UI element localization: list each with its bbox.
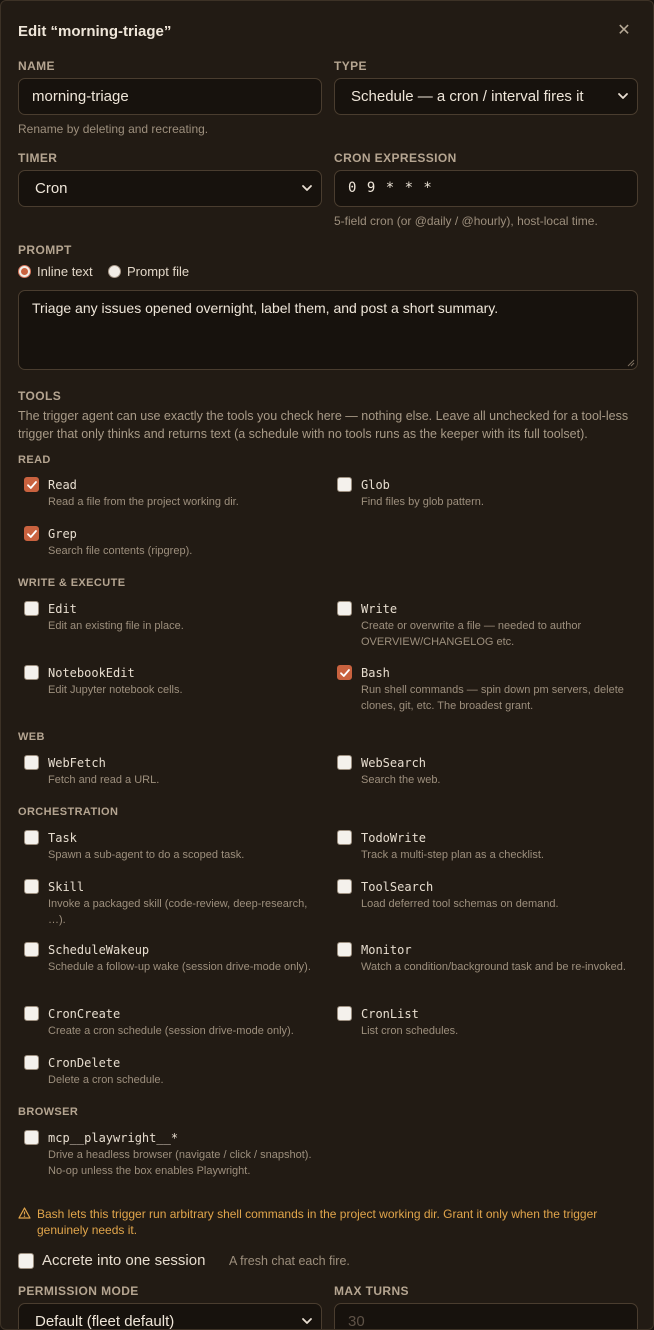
tool-description-schedulewakeup: Schedule a follow-up wake (session drive-mode only). bbox=[48, 961, 311, 973]
prompt-file-radio[interactable] bbox=[108, 265, 121, 278]
inline-text-radio-label[interactable]: Inline text bbox=[37, 264, 93, 279]
checkmark-icon bbox=[339, 667, 351, 679]
tool-checkbox-crondelete[interactable] bbox=[24, 1055, 39, 1070]
prompt-text: Triage any issues opened overnight, label them, and post a short summary. bbox=[32, 300, 499, 316]
timer-label: TIMER bbox=[18, 151, 58, 165]
timer-select-value: Cron bbox=[35, 180, 68, 197]
cron-expression-input[interactable] bbox=[334, 170, 638, 207]
warning-triangle-icon bbox=[18, 1207, 31, 1219]
tool-description-task: Spawn a sub-agent to do a scoped task. bbox=[48, 849, 245, 861]
tool-checkbox-schedulewakeup[interactable] bbox=[24, 942, 39, 957]
tool-checkbox-write[interactable] bbox=[337, 601, 352, 616]
warning-text: Bash lets this trigger run arbitrary shell commands in the project working dir. Grant it only when the trigger genuinely needs it. bbox=[37, 1207, 598, 1237]
accrete-hint: A fresh chat each fire. bbox=[229, 1254, 350, 1268]
tool-name-write[interactable]: Write bbox=[361, 602, 398, 616]
tool-name-task[interactable]: Task bbox=[48, 831, 77, 845]
tool-description-write: Create or overwrite a file — needed to author OVERVIEW/CHANGELOG etc. bbox=[361, 620, 582, 648]
category-read: READ bbox=[18, 454, 51, 466]
tool-description-bash: Run shell commands — spin down pm servers, delete clones, git, etc. The broadest grant. bbox=[361, 684, 624, 712]
tool-checkbox-todowrite[interactable] bbox=[337, 830, 352, 845]
checkmark-icon bbox=[26, 479, 38, 491]
name-hint: Rename by deleting and recreating. bbox=[18, 122, 209, 136]
tool-name-glob[interactable]: Glob bbox=[361, 478, 390, 492]
permission-mode-select[interactable] bbox=[18, 1303, 322, 1330]
chevron-down-icon bbox=[301, 1304, 313, 1330]
tool-name-read[interactable]: Read bbox=[48, 478, 77, 492]
cron-label: CRON EXPRESSION bbox=[334, 151, 457, 165]
checkmark-icon bbox=[26, 528, 38, 540]
tool-name-croncreate[interactable]: CronCreate bbox=[48, 1007, 121, 1021]
tool-description-glob: Find files by glob pattern. bbox=[361, 496, 484, 508]
resize-handle-icon[interactable] bbox=[627, 359, 635, 367]
tool-name-webfetch[interactable]: WebFetch bbox=[48, 756, 106, 770]
tool-name-skill[interactable]: Skill bbox=[48, 880, 85, 894]
chevron-down-icon bbox=[301, 171, 313, 206]
inline-text-radio[interactable] bbox=[18, 265, 31, 278]
tool-checkbox-cronlist[interactable] bbox=[337, 1006, 352, 1021]
max-turns-placeholder: 30 bbox=[348, 1313, 365, 1330]
timer-select[interactable] bbox=[18, 170, 322, 207]
dialog-title: Edit “morning-triage” bbox=[18, 23, 172, 40]
tool-description-todowrite: Track a multi-step plan as a checklist. bbox=[361, 849, 544, 861]
tool-name-monitor[interactable]: Monitor bbox=[361, 943, 412, 957]
permission-mode-label: PERMISSION MODE bbox=[18, 1284, 139, 1298]
type-label: TYPE bbox=[334, 59, 367, 73]
tool-description-cronlist: List cron schedules. bbox=[361, 1025, 459, 1037]
tool-checkbox-croncreate[interactable] bbox=[24, 1006, 39, 1021]
tool-checkbox-grep[interactable] bbox=[24, 526, 39, 541]
tools-label: TOOLS bbox=[18, 389, 62, 403]
tool-description-crondelete: Delete a cron schedule. bbox=[48, 1074, 164, 1086]
tool-checkbox-notebookedit[interactable] bbox=[24, 665, 39, 680]
tool-name-mcp-playwright[interactable]: mcp__playwright__* bbox=[48, 1131, 179, 1145]
close-icon[interactable]: ✕ bbox=[617, 22, 631, 39]
tool-checkbox-monitor[interactable] bbox=[337, 942, 352, 957]
tool-checkbox-read[interactable] bbox=[24, 477, 39, 492]
tool-description-mcp-playwright: Drive a headless browser (navigate / click / snapshot). No-op unless the box enables Playwright. bbox=[48, 1149, 312, 1177]
category-orchestration: ORCHESTRATION bbox=[18, 806, 119, 818]
chevron-down-icon bbox=[617, 79, 629, 114]
tool-name-todowrite[interactable]: TodoWrite bbox=[361, 831, 427, 845]
tool-checkbox-mcp-playwright[interactable] bbox=[24, 1130, 39, 1145]
accrete-label[interactable]: Accrete into one session bbox=[42, 1252, 206, 1269]
cron-hint: 5-field cron (or @daily / @hourly), host-local time. bbox=[334, 214, 598, 228]
permission-mode-value: Default (fleet default) bbox=[35, 1313, 175, 1330]
tool-description-monitor: Watch a condition/background task and be re-invoked. bbox=[361, 961, 626, 973]
tool-checkbox-bash[interactable] bbox=[337, 665, 352, 680]
tool-description-grep: Search file contents (ripgrep). bbox=[48, 545, 193, 557]
tool-name-schedulewakeup[interactable]: ScheduleWakeup bbox=[48, 943, 150, 957]
prompt-file-radio-label[interactable]: Prompt file bbox=[127, 264, 190, 279]
cron-expression-value: 0 9 * * * bbox=[348, 180, 433, 196]
type-select-value: Schedule — a cron / interval fires it bbox=[351, 88, 584, 105]
tools-description: The trigger agent can use exactly the tools you check here — nothing else. Leave all unchecked for a tool-less trigger that only thinks and returns text (a schedule with no tools runs as the keeper with its full toolset). bbox=[18, 409, 629, 441]
tool-name-cronlist[interactable]: CronList bbox=[361, 1007, 419, 1021]
max-turns-input[interactable] bbox=[334, 1303, 638, 1330]
tool-description-skill: Invoke a packaged skill (code-review, deep-research, …). bbox=[48, 898, 308, 926]
tool-name-websearch[interactable]: WebSearch bbox=[361, 756, 427, 770]
tool-name-crondelete[interactable]: CronDelete bbox=[48, 1056, 121, 1070]
name-input[interactable] bbox=[18, 78, 322, 115]
tool-description-edit: Edit an existing file in place. bbox=[48, 620, 184, 632]
tool-name-bash[interactable]: Bash bbox=[361, 666, 390, 680]
tool-checkbox-edit[interactable] bbox=[24, 601, 39, 616]
tool-name-toolsearch[interactable]: ToolSearch bbox=[361, 880, 434, 894]
tool-checkbox-toolsearch[interactable] bbox=[337, 879, 352, 894]
type-select[interactable] bbox=[334, 78, 638, 115]
category-web: WEB bbox=[18, 731, 45, 743]
tool-name-edit[interactable]: Edit bbox=[48, 602, 77, 616]
tool-checkbox-webfetch[interactable] bbox=[24, 755, 39, 770]
tool-checkbox-glob[interactable] bbox=[337, 477, 352, 492]
prompt-textarea[interactable] bbox=[18, 290, 638, 370]
tool-name-notebookedit[interactable]: NotebookEdit bbox=[48, 666, 135, 680]
tool-name-grep[interactable]: Grep bbox=[48, 527, 77, 541]
tool-checkbox-task[interactable] bbox=[24, 830, 39, 845]
category-browser: BROWSER bbox=[18, 1106, 79, 1118]
accrete-checkbox[interactable] bbox=[18, 1253, 34, 1269]
tool-description-webfetch: Fetch and read a URL. bbox=[48, 774, 160, 786]
category-write-execute: WRITE & EXECUTE bbox=[18, 577, 126, 589]
tool-description-read: Read a file from the project working dir. bbox=[48, 496, 239, 508]
prompt-label: PROMPT bbox=[18, 243, 72, 257]
tool-checkbox-websearch[interactable] bbox=[337, 755, 352, 770]
tool-checkbox-skill[interactable] bbox=[24, 879, 39, 894]
tool-description-notebookedit: Edit Jupyter notebook cells. bbox=[48, 684, 183, 696]
tool-description-websearch: Search the web. bbox=[361, 774, 441, 786]
tool-description-croncreate: Create a cron schedule (session drive-mode only). bbox=[48, 1025, 294, 1037]
name-input-value: morning-triage bbox=[32, 88, 129, 105]
name-label: NAME bbox=[18, 59, 55, 73]
tool-description-toolsearch: Load deferred tool schemas on demand. bbox=[361, 898, 559, 910]
max-turns-label: MAX TURNS bbox=[334, 1284, 409, 1298]
